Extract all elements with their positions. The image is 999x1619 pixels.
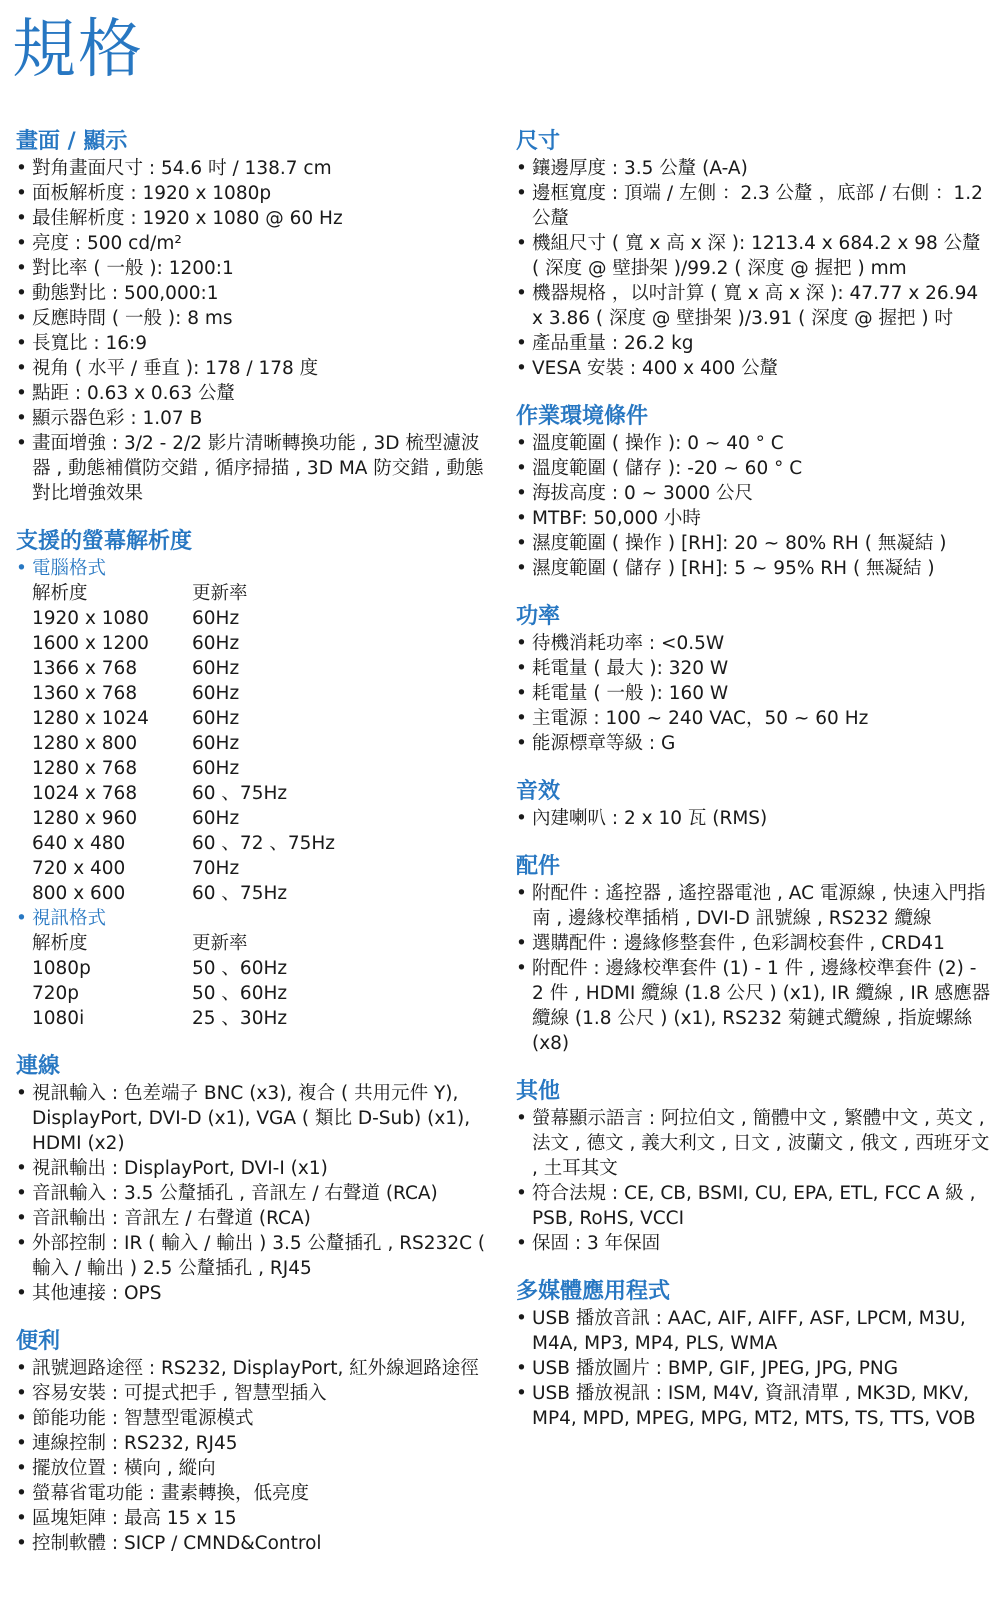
spec-item: • USB 播放音訊 : AAC, AIF, AIFF, ASF, LPCM, M3U, M4A, MP3, MP4, PLS, WMA	[516, 1306, 991, 1356]
table-row	[32, 981, 287, 1006]
spec-item: • 點距 : 0.63 x 0.63 公釐	[16, 381, 496, 406]
spec-item: • 海拔高度 : 0 ~ 3000 公尺	[516, 481, 991, 506]
resolution-cell: 1280 x 960	[32, 808, 138, 829]
spec-list	[516, 1106, 991, 1256]
spec-item: • 保固 : 3 年保固	[516, 1231, 991, 1256]
resolution-cell: 1600 x 1200	[32, 633, 149, 654]
spec-item: • 視訊輸出 : DisplayPort, DVI-I (x1)	[16, 1156, 496, 1181]
right-column	[516, 128, 991, 1453]
table-row	[32, 956, 287, 981]
resolution-cell: 720p	[32, 983, 80, 1004]
spec-item: • 反應時間 ( 一般 ): 8 ms	[16, 306, 496, 331]
section-title: 其他	[516, 1079, 561, 1104]
resolution-cell: 800 x 600	[32, 883, 126, 904]
table-row	[32, 631, 335, 656]
table-row	[32, 856, 335, 881]
spec-item: • 音訊輸入 : 3.5 公釐插孔 , 音訊左 / 右聲道 (RCA)	[16, 1181, 496, 1206]
spec-item: • 能源標章等級 : G	[516, 731, 991, 756]
spec-item: • 附配件 : 遙控器 , 遙控器電池 , AC 電源線 , 快速入門指南 , 邊緣校準插梢 , DVI-D 訊號線 , RS232 纜線	[516, 881, 991, 931]
refresh-rate-cell: 70Hz	[192, 858, 240, 879]
spec-item: • 對比率 ( 一般 ): 1200:1	[16, 256, 496, 281]
resolution-cell: 1920 x 1080	[32, 608, 149, 629]
section-multimedia	[516, 1278, 991, 1431]
section-title: 支援的螢幕解析度	[16, 529, 193, 554]
spec-item: • 視角 ( 水平 / 垂直 ): 178 / 178 度	[16, 356, 496, 381]
section-others	[516, 1078, 991, 1256]
table-row	[32, 806, 335, 831]
spec-item: • 產品重量 : 26.2 kg	[516, 331, 991, 356]
resolution-cell: 1366 x 768	[32, 658, 138, 679]
table-row	[32, 1006, 287, 1031]
refresh-rate-cell: 60Hz	[192, 683, 240, 704]
resolution-cell: 1280 x 768	[32, 758, 138, 779]
spec-item: • MTBF: 50,000 小時	[516, 506, 991, 531]
refresh-rate-cell: 60Hz	[192, 733, 240, 754]
section-accessories	[516, 853, 991, 1056]
section-title: 畫面 / 顯示	[16, 129, 128, 154]
spec-item: • 螢幕顯示語言 : 阿拉伯文 , 簡體中文 , 繁體中文 , 英文 , 法文 , 德文 , 義大利文 , 日文 , 波蘭文 , 俄文 , 西班牙文 , 土耳其文	[516, 1106, 991, 1181]
spec-item: • 長寬比 : 16:9	[16, 331, 496, 356]
spec-item: • USB 播放視訊 : ISM, M4V, 資訊清單 , MK3D, MKV, MP4, MPD, MPEG, MPG, MT2, MTS, TS, TTS, VOB	[516, 1381, 991, 1431]
section-title: 便利	[16, 1329, 61, 1354]
pc-resolution-table	[32, 581, 335, 906]
section-resolution	[16, 528, 496, 1031]
section-audio	[516, 778, 991, 831]
table-header-row	[32, 581, 335, 606]
section-environment	[516, 403, 991, 581]
resolution-cell: 1280 x 1024	[32, 708, 149, 729]
spec-list	[16, 1356, 496, 1556]
resolution-cell: 1280 x 800	[32, 733, 138, 754]
section-dimensions	[516, 128, 991, 381]
spec-list	[516, 431, 991, 581]
section-title: 功率	[516, 604, 561, 629]
resolution-cell: 640 x 480	[32, 833, 126, 854]
spec-item: • 待機消耗功率 : <0.5W	[516, 631, 991, 656]
spec-item: • 面板解析度 : 1920 x 1080p	[16, 181, 496, 206]
resolution-cell: 1080i	[32, 1008, 85, 1029]
section-title: 音效	[516, 779, 561, 804]
spec-list	[516, 881, 991, 1056]
spec-list	[516, 1306, 991, 1431]
table-row	[32, 731, 335, 756]
spec-item: • 外部控制 : IR ( 輸入 / 輸出 ) 3.5 公釐插孔 , RS232C ( 輸入 / 輸出 ) 2.5 公釐插孔 , RJ45	[16, 1231, 496, 1281]
section-title: 尺寸	[516, 129, 561, 154]
resolution-cell: 720 x 400	[32, 858, 126, 879]
spec-item: • 濕度範圍 ( 操作 ) [RH]: 20 ~ 80% RH ( 無凝結 )	[516, 531, 991, 556]
spec-list	[516, 156, 991, 381]
spec-item: • 濕度範圍 ( 儲存 ) [RH]: 5 ~ 95% RH ( 無凝結 )	[516, 556, 991, 581]
table-row	[32, 656, 335, 681]
table-row	[32, 706, 335, 731]
refresh-rate-cell: 25 、30Hz	[192, 1008, 288, 1029]
refresh-rate-cell: 60Hz	[192, 758, 240, 779]
table-row	[32, 756, 335, 781]
column-header-resolution: 解析度	[32, 933, 88, 954]
refresh-rate-cell: 60 、75Hz	[192, 883, 288, 904]
spec-item: • 選購配件 : 邊緣修整套件 , 色彩調校套件 , CRD41	[516, 931, 991, 956]
spec-item: • 機器規格 ，以吋計算 ( 寬 x 高 x 深 ): 47.77 x 26.94 x 3.86 ( 深度 @ 壁掛架 )/3.91 ( 深度 @ 握把 ) 吋	[516, 281, 991, 331]
refresh-rate-cell: 60Hz	[192, 708, 240, 729]
spec-list	[16, 156, 496, 506]
spec-item: • 控制軟體 : SICP / CMND&Control	[16, 1531, 496, 1556]
section-display	[16, 128, 496, 506]
spec-item: • 畫面增強 : 3/2 - 2/2 影片清晰轉換功能 , 3D 梳型濾波器 , 動態補償防交錯 , 循序掃描 , 3D MA 防交錯 , 動態對比增強效果	[16, 431, 496, 506]
video-resolution-table	[32, 931, 287, 1031]
spec-list	[516, 631, 991, 756]
spec-item: • 視訊輸入 : 色差端子 BNC (x3), 複合 ( 共用元件 Y), DisplayPort, DVI-D (x1), VGA ( 類比 D-Sub) (x1), HDMI (x2)	[16, 1081, 496, 1156]
spec-item: • 對角畫面尺寸 : 54.6 吋 / 138.7 cm	[16, 156, 496, 181]
spec-item: • USB 播放圖片 : BMP, GIF, JPEG, JPG, PNG	[516, 1356, 991, 1381]
section-title: 配件	[516, 854, 561, 879]
refresh-rate-cell: 60Hz	[192, 808, 240, 829]
spec-item: • 動態對比 : 500,000:1	[16, 281, 496, 306]
spec-item: • 耗電量 ( 最大 ): 320 W	[516, 656, 991, 681]
section-power	[516, 603, 991, 756]
resolution-cell: 1080p	[32, 958, 91, 979]
spec-item: • 音訊輸出 : 音訊左 / 右聲道 (RCA)	[16, 1206, 496, 1231]
spec-item: • 主電源 : 100 ~ 240 VAC，50 ~ 60 Hz	[516, 706, 991, 731]
refresh-rate-cell: 60Hz	[192, 633, 240, 654]
refresh-rate-cell: 50 、60Hz	[192, 958, 288, 979]
resolution-cell: 1360 x 768	[32, 683, 138, 704]
left-column	[16, 128, 496, 1578]
spec-item: • 機組尺寸 ( 寬 x 高 x 深 ): 1213.4 x 684.2 x 98 公釐 ( 深度 @ 壁掛架 )/99.2 ( 深度 @ 握把 ) mm	[516, 231, 991, 281]
column-header-refresh-rate: 更新率	[192, 933, 248, 954]
refresh-rate-cell: 60Hz	[192, 658, 240, 679]
resolution-cell: 1024 x 768	[32, 783, 138, 804]
table-row	[32, 681, 335, 706]
section-convenience	[16, 1328, 496, 1556]
spec-item: • 內建喇叭 : 2 x 10 瓦 (RMS)	[516, 806, 991, 831]
table-row	[32, 781, 335, 806]
page-title: 規格	[12, 13, 144, 87]
spec-item: • 節能功能 : 智慧型電源模式	[16, 1406, 496, 1431]
spec-item: • 亮度 : 500 cd/m²	[16, 231, 496, 256]
spec-item: • 邊框寬度 : 頂端 / 左側 ：2.3 公釐 ，底部 / 右側 ：1.2 公釐	[516, 181, 991, 231]
spec-item: • 溫度範圍 ( 操作 ): 0 ~ 40 ° C	[516, 431, 991, 456]
spec-list	[16, 1081, 496, 1306]
spec-item: • 最佳解析度 : 1920 x 1080 @ 60 Hz	[16, 206, 496, 231]
refresh-rate-cell: 60 、72 、75Hz	[192, 833, 336, 854]
spec-item: • 容易安裝 : 可提式把手 , 智慧型插入	[16, 1381, 496, 1406]
section-title: 多媒體應用程式	[516, 1279, 671, 1304]
spec-item: • 鑲邊厚度 : 3.5 公釐 (A-A)	[516, 156, 991, 181]
table-row	[32, 831, 335, 856]
table-header-row	[32, 931, 287, 956]
spec-list	[16, 906, 496, 931]
column-header-resolution: 解析度	[32, 583, 88, 604]
section-title: 作業環境條件	[516, 404, 649, 429]
refresh-rate-cell: 60 、75Hz	[192, 783, 288, 804]
spec-item: • 溫度範圍 ( 儲存 ): -20 ~ 60 ° C	[516, 456, 991, 481]
spec-item: • 符合法規 : CE, CB, BSMI, CU, EPA, ETL, FCC A 級 , PSB, RoHS, VCCI	[516, 1181, 991, 1231]
spec-item: • VESA 安裝 : 400 x 400 公釐	[516, 356, 991, 381]
refresh-rate-cell: 60Hz	[192, 608, 240, 629]
section-connectivity	[16, 1053, 496, 1306]
spec-item: • 訊號迴路途徑 : RS232, DisplayPort, 紅外線迴路途徑	[16, 1356, 496, 1381]
spec-item: • 連線控制 : RS232, RJ45	[16, 1431, 496, 1456]
spec-item: • 區塊矩陣 : 最高 15 x 15	[16, 1506, 496, 1531]
table-row	[32, 881, 335, 906]
spec-item: • 附配件 : 邊緣校準套件 (1) - 1 件 , 邊緣校準套件 (2) - 2 件 , HDMI 纜線 (1.8 公尺 ) (x1), IR 纜線 , IR 感應器纜線 (1.8 公尺 ) (x1), RS232 菊鏈式纜線 , 指旋螺絲 (x8)	[516, 956, 991, 1056]
spec-item: • 其他連接 : OPS	[16, 1281, 496, 1306]
spec-list	[16, 556, 496, 581]
spec-item: • 擺放位置 : 橫向 , 縱向	[16, 1456, 496, 1481]
column-header-refresh-rate: 更新率	[192, 583, 248, 604]
spec-item: • 螢幕省電功能 : 畫素轉換，低亮度	[16, 1481, 496, 1506]
spec-item: • 顯示器色彩 : 1.07 B	[16, 406, 496, 431]
refresh-rate-cell: 50 、60Hz	[192, 983, 288, 1004]
spec-list	[516, 806, 991, 831]
spec-item: • 耗電量 ( 一般 ): 160 W	[516, 681, 991, 706]
section-title: 連線	[16, 1054, 61, 1079]
pc-format-label: • 電腦格式	[16, 556, 496, 581]
table-row	[32, 606, 335, 631]
video-format-label: • 視訊格式	[16, 906, 496, 931]
